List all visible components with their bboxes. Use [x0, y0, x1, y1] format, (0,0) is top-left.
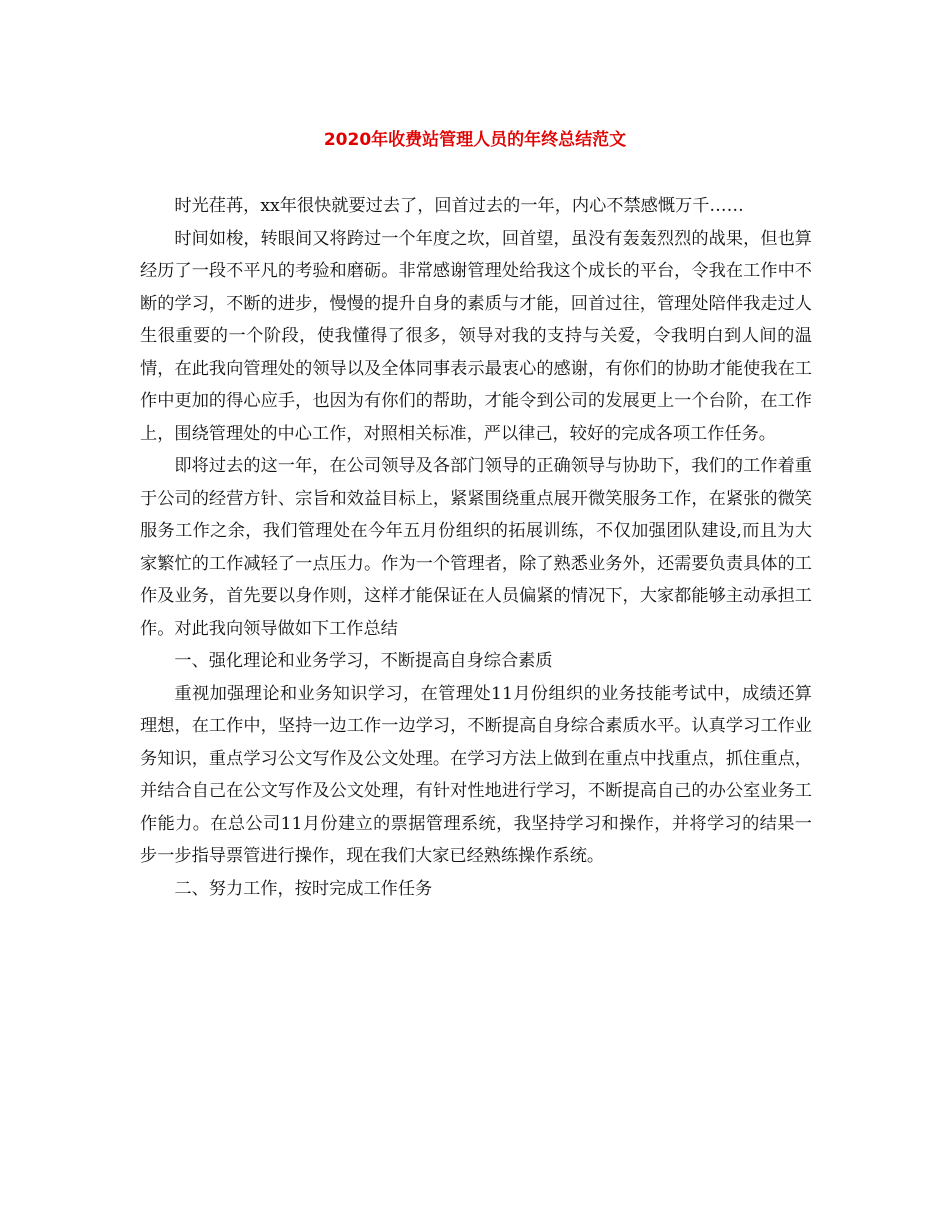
section-heading-2: 二、努力工作，按时完成工作任务 — [174, 878, 433, 899]
paragraph-intro: 时光荏苒，xx年很快就要过去了，回首过去的一年，内心不禁感慨万千…… — [174, 196, 744, 216]
paragraph-year-summary: 即将过去的这一年，在公司领导及各部门领导的正确领导与协助下，我们的工作着重于公司的经营方针、宗旨和效益目标上，紧紧围绕重点展开微笑服务工作，在紧张的微笑服务工作之余，我们管理处在今年五月份组织的拓展训练，不仅加强团队建设,而且为大家繁忙的工作减轻了一点压力。作为一个管理者，除了熟悉业务外，还需要负责具体的工作及业务，首先要以身作则，这样才能保证在人员偏紧的情况下，大家都能够主动承担工作。对此我向领导做如下工作总结 — [140, 456, 812, 639]
document-body — [140, 190, 812, 905]
paragraph-study: 重视加强理论和业务知识学习，在管理处11月份组织的业务技能考试中，成绩还算理想，在工作中，坚持一边工作一边学习，不断提高自身综合素质水平。认真学习工作业务知识，重点学习公文写作及公文处理。在学习方法上做到在重点中找重点，抓住重点，并结合自己在公文写作及公文处理，有针对性地进行学习，不断提高自己的办公室业务工作能力。在总公司11月份建立的票据管理系统，我坚持学习和操作，并将学习的结果一步一步指导票管进行操作，现在我们大家已经熟练操作系统。 — [140, 683, 812, 866]
section-heading-1: 一、强化理论和业务学习，不断提高自身综合素质 — [174, 651, 553, 671]
document-title: 2020年收费站管理人员的年终总结范文 — [323, 130, 627, 150]
paragraph-reflection: 时间如梭，转眼间又将跨过一个年度之坎，回首望，虽没有轰轰烈烈的战果，但也算经历了一段不平凡的考验和磨砺。非常感谢管理处给我这个成长的平台，令我在工作中不断的学习，不断的进步，慢慢的提升自身的素质与才能，回首过往，管理处陪伴我走过人生很重要的一个阶段，使我懂得了很多，领导对我的支持与关爱，令我明白到人间的温情，在此我向管理处的领导以及全体同事表示最衷心的感谢，有你们的协助才能使我在工作中更加的得心应手，也因为有你们的帮助，才能令到公司的发展更上一个台阶，在工作上，围绕管理处的中心工作，对照相关标准，严以律己，较好的完成各项工作任务。 — [140, 228, 812, 444]
